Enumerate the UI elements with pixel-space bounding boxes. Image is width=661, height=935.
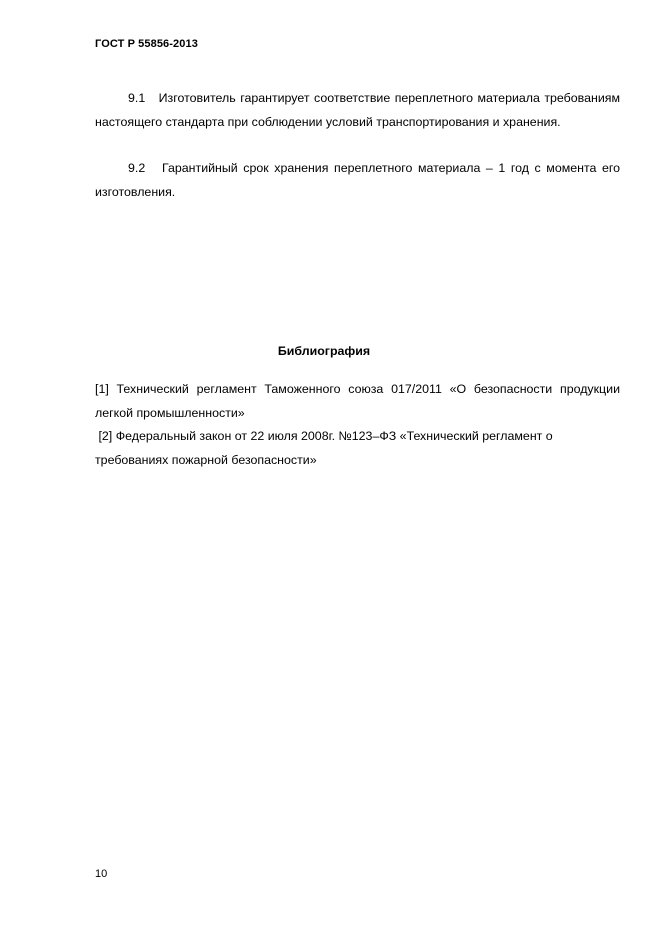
bibliography-entry <box>95 425 620 472</box>
bibliography-entry <box>95 378 620 425</box>
section-text: Изготовитель гарантирует соответствие переплетного материала требованиям настоящего стандарта при соблюдении условий транспортирования и хранения. <box>95 91 620 129</box>
page-number: 10 <box>95 868 108 880</box>
section-number: 9.2 <box>128 161 146 175</box>
document-standard-code: ГОСТ Р 55856-2013 <box>95 38 198 50</box>
section-9-1 <box>95 87 620 134</box>
bibliography-marker: [1] <box>95 382 109 396</box>
bibliography-title: Библиография <box>277 344 371 358</box>
bibliography-text: Технический регламент Таможенного союза 017/2011 «О безопасности продукции легкой промышленности» <box>95 382 620 420</box>
section-text: Гарантийный срок хранения переплетного материала – 1 год с момента его изготовления. <box>95 161 621 199</box>
bibliography-marker: [2] <box>98 429 113 443</box>
section-number: 9.1 <box>128 91 146 105</box>
section-9-2 <box>95 157 620 204</box>
bibliography-text: Федеральный закон от 22 июля 2008г. №123–ФЗ «Технический регламент о требованиях пожарной безопасности» <box>95 429 553 467</box>
